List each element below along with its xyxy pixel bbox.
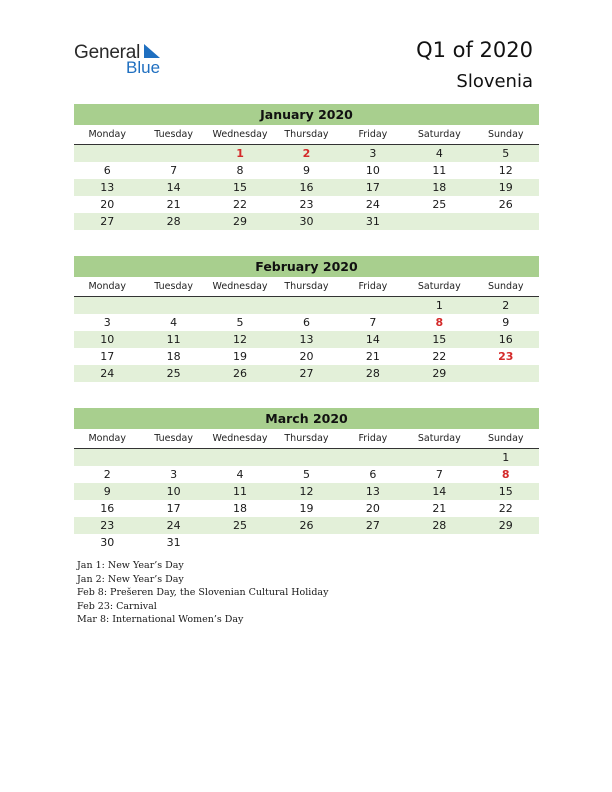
day-cell: 27 [299,367,314,380]
day-cell [473,534,539,551]
day-cell: 22 [432,350,447,363]
day-cell: 1 [435,299,443,312]
day-cell [273,534,339,551]
day-cell: 8 [236,164,244,177]
weekday-label: Friday [358,129,388,140]
day-cell: 28 [166,215,181,228]
holiday-day-cell: 2 [302,147,311,160]
day-cell: 4 [236,468,244,481]
weekday-label: Sunday [487,281,524,292]
day-cell: 14 [365,333,380,346]
day-cell: 26 [498,198,513,211]
day-cell: 2 [103,468,111,481]
holiday-note: Mar 8: International Women’s Day [77,614,244,625]
week-row [74,331,539,348]
weekday-label: Tuesday [154,433,193,444]
weekday-label: Tuesday [154,129,193,140]
day-cell: 10 [100,333,115,346]
day-cell: 6 [103,164,111,177]
weekday-label: Thursday [284,433,329,444]
holiday-notes [77,559,328,627]
day-cell: 2 [502,299,510,312]
page-title: Q1 of 2020 [416,38,533,62]
day-cell [473,213,539,230]
day-cell: 22 [233,198,248,211]
week-row [74,196,539,213]
day-cell: 14 [432,485,447,498]
day-cell [273,297,339,314]
holiday-note: Feb 8: Prešeren Day, the Slovenian Cultural Holiday [77,587,329,598]
day-cell: 13 [100,181,115,194]
day-cell: 16 [100,502,115,515]
week-row [74,449,539,466]
week-row [74,517,539,534]
day-cell [473,365,539,382]
day-cell: 17 [365,181,380,194]
day-cell [406,534,472,551]
day-cell: 31 [365,215,380,228]
day-cell [340,297,406,314]
day-cell: 24 [166,519,181,532]
day-cell: 19 [233,350,248,363]
month-block [74,408,539,551]
day-cell: 7 [435,468,443,481]
day-cell: 15 [233,181,248,194]
day-cell [140,297,206,314]
day-cell: 16 [498,333,513,346]
day-cell: 9 [302,164,310,177]
week-row [74,162,539,179]
day-cell: 9 [502,316,510,329]
day-cell: 27 [365,519,380,532]
country-name: Slovenia [456,71,533,92]
weekday-label: Sunday [487,129,524,140]
weekday-label: Monday [88,129,126,140]
weekday-label: Wednesday [212,129,268,140]
day-cell: 15 [498,485,513,498]
day-cell: 19 [299,502,314,515]
day-cell: 17 [166,502,181,515]
weekday-header-row [74,127,539,145]
month-block [74,256,539,382]
day-cell: 11 [166,333,181,346]
day-cell: 12 [299,485,314,498]
week-row [74,466,539,483]
day-cell: 25 [432,198,447,211]
day-cell [273,449,339,466]
day-cell [140,449,206,466]
day-cell [74,297,140,314]
day-cell: 5 [236,316,244,329]
day-cell: 5 [502,147,510,160]
day-cell: 7 [170,164,178,177]
day-cell: 30 [299,215,314,228]
day-cell: 28 [432,519,447,532]
week-row [74,365,539,382]
holiday-day-cell: 23 [498,350,514,363]
weekday-label: Tuesday [154,281,193,292]
day-cell: 3 [170,468,178,481]
day-cell: 19 [498,181,513,194]
weekday-header-row [74,431,539,449]
day-cell: 24 [365,198,380,211]
week-row [74,483,539,500]
week-row [74,179,539,196]
day-cell: 24 [100,367,115,380]
weekday-label: Friday [358,433,388,444]
week-row [74,314,539,331]
day-cell: 6 [302,316,310,329]
day-cell: 7 [369,316,377,329]
day-cell: 21 [166,198,181,211]
weekday-header-row [74,279,539,297]
weekday-label: Wednesday [212,433,268,444]
weekday-label: Saturday [417,281,461,292]
day-cell: 21 [365,350,380,363]
week-row [74,213,539,230]
day-cell: 5 [302,468,310,481]
day-cell [207,297,273,314]
holiday-note: Jan 1: New Year’s Day [77,560,184,571]
weekday-label: Thursday [284,281,329,292]
day-cell: 25 [166,367,181,380]
weekday-label: Saturday [417,433,461,444]
day-cell: 10 [365,164,380,177]
day-cell: 30 [100,536,115,549]
day-cell: 4 [435,147,443,160]
day-cell: 17 [100,350,115,363]
day-cell: 12 [498,164,513,177]
day-cell: 27 [100,215,115,228]
week-row [74,534,539,551]
day-cell [74,145,140,162]
day-cell: 23 [100,519,115,532]
day-cell: 29 [432,367,447,380]
day-cell: 21 [432,502,447,515]
month-title: February 2020 [74,256,539,277]
day-cell: 23 [299,198,314,211]
weekday-label: Monday [88,281,126,292]
day-cell [340,534,406,551]
logo-general-text: General [74,42,141,63]
holiday-day-cell: 8 [435,316,444,329]
week-row [74,348,539,365]
day-cell: 3 [103,316,111,329]
day-cell: 26 [299,519,314,532]
day-cell [74,449,140,466]
holiday-note: Feb 23: Carnival [77,600,157,612]
day-cell: 20 [299,350,314,363]
weekday-label: Monday [88,433,126,444]
day-cell: 4 [170,316,178,329]
day-cell [406,213,472,230]
week-row [74,145,539,162]
day-cell [140,145,206,162]
day-cell [207,534,273,551]
day-cell: 29 [498,519,513,532]
holiday-note: Jan 2: New Year’s Day [77,573,184,585]
logo-blue-text: Blue [126,58,161,77]
weekday-label: Thursday [284,129,329,140]
month-title: January 2020 [74,104,539,125]
week-row [74,297,539,314]
holiday-day-cell: 8 [501,468,510,481]
day-cell: 26 [233,367,248,380]
day-cell: 3 [369,147,377,160]
day-cell: 25 [233,519,248,532]
day-cell: 18 [233,502,248,515]
week-row [74,500,539,517]
logo [74,42,174,76]
weekday-label: Wednesday [212,281,268,292]
day-cell: 12 [233,333,248,346]
day-cell: 18 [432,181,447,194]
day-cell: 22 [498,502,513,515]
day-cell: 20 [365,502,380,515]
month-title: March 2020 [74,408,539,429]
weekday-label: Friday [358,281,388,292]
day-cell: 20 [100,198,115,211]
day-cell: 10 [166,485,181,498]
day-cell [207,449,273,466]
day-cell: 14 [166,181,181,194]
day-cell: 31 [166,536,181,549]
day-cell: 13 [365,485,380,498]
day-cell: 9 [103,485,111,498]
day-cell: 6 [369,468,377,481]
weekday-label: Sunday [487,433,524,444]
day-cell [406,449,472,466]
month-block [74,104,539,230]
day-cell: 15 [432,333,447,346]
day-cell: 18 [166,350,181,363]
day-cell: 28 [365,367,380,380]
day-cell: 16 [299,181,314,194]
day-cell: 1 [502,451,510,464]
weekday-label: Saturday [417,129,461,140]
day-cell: 11 [432,164,447,177]
day-cell [340,449,406,466]
day-cell: 11 [233,485,248,498]
day-cell: 13 [299,333,314,346]
holiday-day-cell: 1 [236,147,244,160]
day-cell: 29 [233,215,248,228]
